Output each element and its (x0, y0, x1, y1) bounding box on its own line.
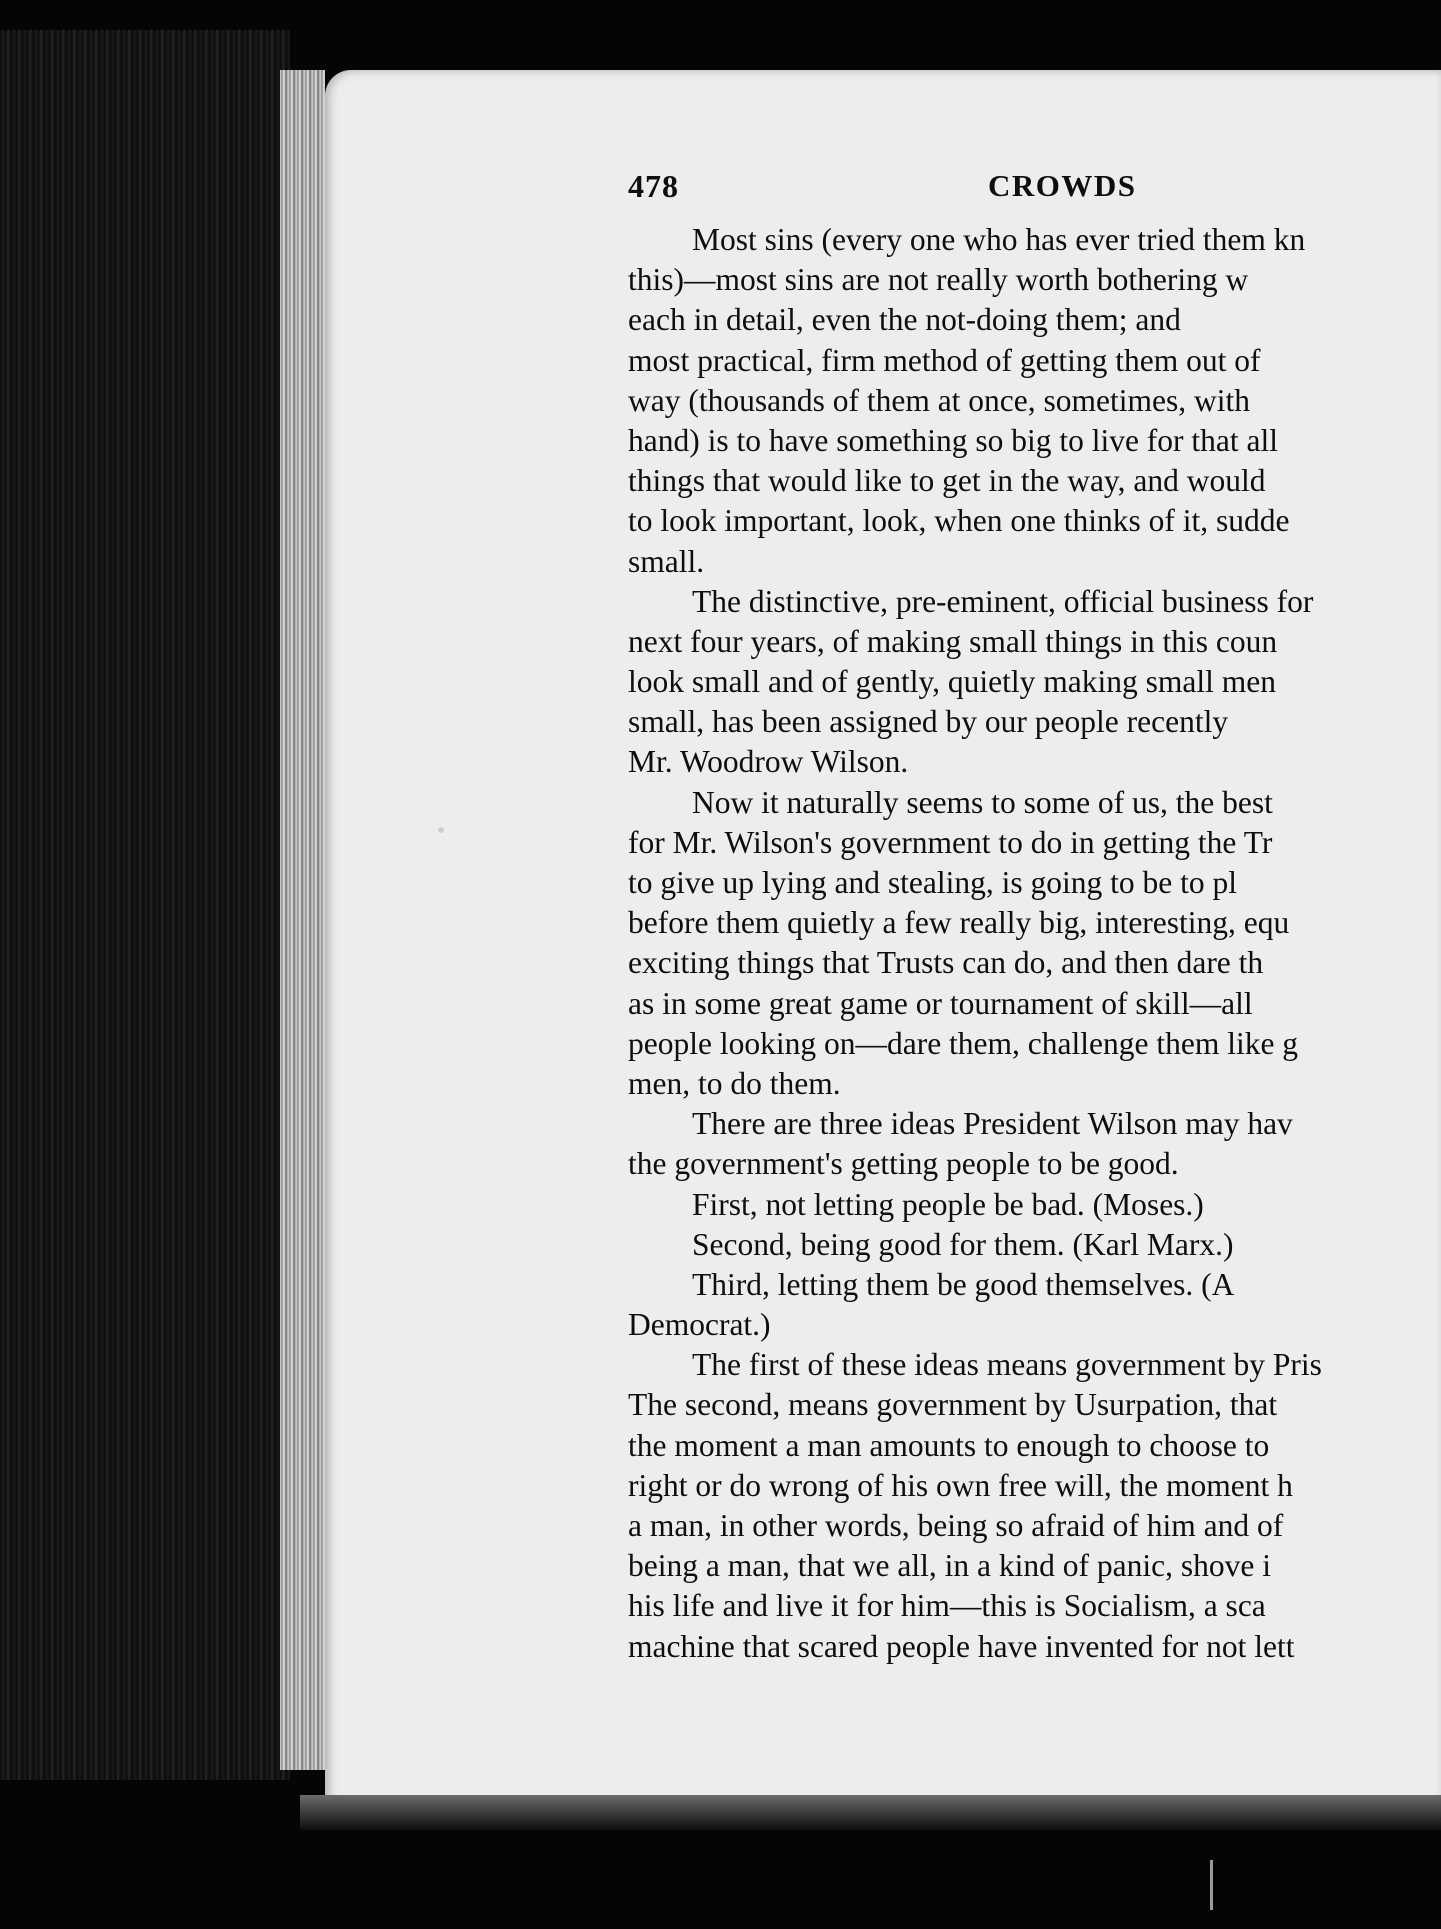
text-line: look small and of gently, quietly making small men (628, 664, 1276, 700)
text-line: Now it naturally seems to some of us, the best (692, 784, 1273, 820)
text-line: hand) is to have something so big to live for that all (628, 422, 1279, 458)
text-line: Second, being good for them. (Karl Marx.) (692, 1226, 1234, 1262)
page-text-block (628, 160, 1441, 1720)
text-line: the moment a man amounts to enough to choose to (628, 1427, 1270, 1463)
page-number: 478 (628, 168, 679, 204)
text-line: people looking on—dare them, challenge them like g (628, 1025, 1299, 1061)
stray-mark (438, 827, 444, 833)
text-line: his life and live it for him—this is Socialism, a sca (628, 1588, 1266, 1624)
body-text (628, 220, 1441, 1667)
text-line: a man, in other words, being so afraid of him and of (628, 1508, 1284, 1543)
text-line: to give up lying and stealing, is going to be to pl (628, 865, 1237, 900)
page-bottom-shadow (300, 1795, 1441, 1830)
text-line: The second, means government by Usurpation, that (628, 1387, 1278, 1423)
text-line: this)—most sins are not really worth bothering w (628, 262, 1249, 298)
text-line: as in some great game or tournament of skill—all (628, 985, 1253, 1021)
text-line: being a man, that we all, in a kind of panic, shove i (628, 1548, 1271, 1584)
book-spine (0, 30, 290, 1780)
text-line: things that would like to get in the way, and would (628, 463, 1266, 499)
text-line: small, has been assigned by our people recently (628, 704, 1229, 740)
text-line: to look important, look, when one thinks of it, sudde (628, 503, 1290, 539)
text-line: way (thousands of them at once, sometimes, with (628, 382, 1251, 418)
text-line: The first of these ideas means government by Pris (692, 1347, 1322, 1383)
text-line: machine that scared people have invented for not lett (628, 1628, 1295, 1664)
text-line: men, to do them. (628, 1065, 841, 1101)
text-line: Democrat.) (628, 1307, 771, 1343)
text-line: the government's getting people to be good. (628, 1146, 1179, 1182)
text-line: Third, letting them be good themselves. (A (692, 1266, 1235, 1302)
page-edges (280, 70, 325, 1770)
text-line: before them quietly a few really big, interesting, equ (628, 905, 1290, 941)
pencil-mark (1210, 1860, 1213, 1910)
text-line: for Mr. Wilson's government to do in getting the Tr (628, 824, 1273, 860)
text-line: First, not letting people be bad. (Moses.) (692, 1186, 1204, 1222)
text-line: right or do wrong of his own free will, the moment h (628, 1467, 1293, 1503)
text-line: Most sins (every one who has ever tried them kn (692, 222, 1306, 257)
page-header (628, 160, 1441, 220)
text-line: next four years, of making small things in this coun (628, 623, 1278, 659)
running-head: CROWDS (988, 168, 1137, 203)
text-line: exciting things that Trusts can do, and then dare th (628, 945, 1264, 981)
text-line: The distinctive, pre-eminent, official business for (692, 583, 1314, 619)
text-line: small. (628, 543, 705, 579)
text-line: each in detail, even the not-doing them; and (628, 302, 1181, 338)
text-line: Mr. Woodrow Wilson. (628, 744, 909, 780)
text-line: There are three ideas President Wilson may hav (692, 1106, 1293, 1142)
text-line: most practical, firm method of getting them out of (628, 342, 1261, 378)
